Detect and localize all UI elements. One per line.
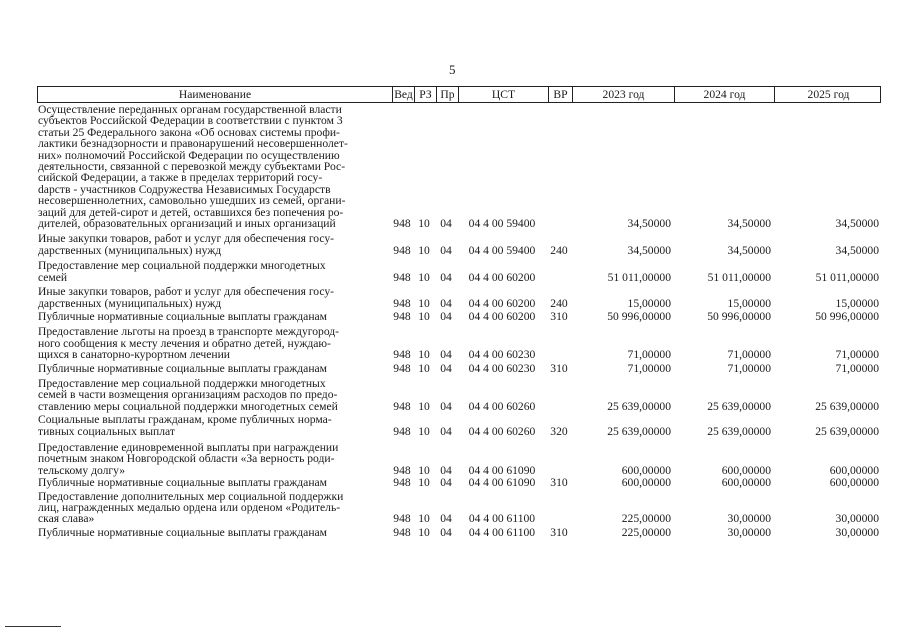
header-2024: 2024 год xyxy=(674,87,774,102)
row-2023: 51 011,00000 xyxy=(607,270,671,284)
row-2024: 71,00000 xyxy=(727,361,771,375)
row-2024: 600,00000 xyxy=(721,463,771,477)
row-2024: 50 996,00000 xyxy=(707,309,771,323)
row-rz: 10 xyxy=(418,512,430,526)
table-row xyxy=(37,286,881,309)
row-rz: 10 xyxy=(418,399,430,413)
row-ved: 948 xyxy=(393,309,411,323)
row-2025: 71,00000 xyxy=(835,348,879,362)
row-ved: 948 xyxy=(393,217,411,231)
row-cst: 04 4 00 61100 xyxy=(468,512,536,526)
table-row xyxy=(37,233,881,256)
row-name: Предоставление единовременной выплаты при награждении почетным знаком Новгородской области «За верность роди- тельскому долгу» xyxy=(38,440,339,477)
row-vr: 310 xyxy=(550,525,568,539)
row-pr: 04 xyxy=(440,243,452,257)
row-2023: 50 996,00000 xyxy=(607,309,671,323)
row-2025: 34,50000 xyxy=(835,243,879,257)
row-pr: 04 xyxy=(440,270,452,284)
footer-divider xyxy=(5,626,61,627)
row-pr: 04 xyxy=(440,512,452,526)
row-rz: 10 xyxy=(418,424,430,438)
row-ved: 948 xyxy=(393,476,411,490)
row-2023: 225,00000 xyxy=(621,525,671,539)
header-2023: 2023 год xyxy=(572,87,674,102)
row-2024: 25 639,00000 xyxy=(707,424,771,438)
row-2023: 15,00000 xyxy=(627,296,671,310)
row-2023: 71,00000 xyxy=(627,348,671,362)
table-row xyxy=(37,491,881,525)
table-body xyxy=(37,104,881,538)
row-2023: 34,50000 xyxy=(627,217,671,231)
row-2023: 225,00000 xyxy=(621,512,671,526)
row-2023: 25 639,00000 xyxy=(607,399,671,413)
row-rz: 10 xyxy=(418,476,430,490)
row-name: Публичные нормативные социальные выплаты гражданам xyxy=(38,476,327,490)
row-vr: 310 xyxy=(550,476,568,490)
row-cst: 04 4 00 60200 xyxy=(468,309,536,323)
table-row xyxy=(37,326,881,360)
row-name: Социальные выплаты гражданам, кроме публичных норма- тивных социальных выплат xyxy=(38,413,332,438)
table-row xyxy=(37,311,881,322)
row-rz: 10 xyxy=(418,217,430,231)
row-ved: 948 xyxy=(393,399,411,413)
row-pr: 04 xyxy=(440,476,452,490)
row-rz: 10 xyxy=(418,348,430,362)
row-cst: 04 4 00 60200 xyxy=(468,270,536,284)
row-name: Публичные нормативные социальные выплаты гражданам xyxy=(38,361,327,375)
row-2024: 71,00000 xyxy=(727,348,771,362)
row-pr: 04 xyxy=(440,399,452,413)
row-ved: 948 xyxy=(393,512,411,526)
row-2025: 51 011,00000 xyxy=(815,270,879,284)
row-name: Предоставление мер социальной поддержки многодетных семей xyxy=(38,259,326,284)
row-cst: 04 4 00 60230 xyxy=(468,361,536,375)
row-2024: 34,50000 xyxy=(727,217,771,231)
row-name: Предоставление дополнительных мер социальной поддержки лиц, награжденных медалью ордена или орденом «Родитель- ская слава» xyxy=(38,489,344,526)
table-row xyxy=(37,104,881,229)
row-pr: 04 xyxy=(440,424,452,438)
row-cst: 04 4 00 60230 xyxy=(468,348,536,362)
row-2024: 30,00000 xyxy=(727,512,771,526)
header-2025: 2025 год xyxy=(774,87,882,102)
row-2023: 71,00000 xyxy=(627,361,671,375)
header-rz: РЗ xyxy=(414,87,436,102)
row-2025: 71,00000 xyxy=(835,361,879,375)
row-cst: 04 4 00 61100 xyxy=(468,525,536,539)
table-row xyxy=(37,260,881,283)
row-name: Предоставление льготы на проезд в транспорте междугород- ного сообщения к месту лечения и обратно детей, нуждаю- щихся в санаторно-курортном лечении xyxy=(38,325,340,362)
row-2023: 600,00000 xyxy=(621,463,671,477)
row-2025: 25 639,00000 xyxy=(815,424,879,438)
row-ved: 948 xyxy=(393,296,411,310)
row-2023: 34,50000 xyxy=(627,243,671,257)
row-rz: 10 xyxy=(418,296,430,310)
row-2025: 600,00000 xyxy=(829,463,879,477)
row-ved: 948 xyxy=(393,243,411,257)
row-2024: 51 011,00000 xyxy=(707,270,771,284)
row-2024: 15,00000 xyxy=(727,296,771,310)
row-rz: 10 xyxy=(418,361,430,375)
row-2024: 25 639,00000 xyxy=(707,399,771,413)
row-pr: 04 xyxy=(440,361,452,375)
row-vr: 240 xyxy=(550,296,568,310)
row-2025: 34,50000 xyxy=(835,217,879,231)
row-name: Иные закупки товаров, работ и услуг для обеспечения госу- дарственных (муниципальных) нужд xyxy=(38,232,335,257)
row-rz: 10 xyxy=(418,270,430,284)
budget-table xyxy=(37,86,881,538)
row-rz: 10 xyxy=(418,309,430,323)
row-pr: 04 xyxy=(440,463,452,477)
row-cst: 04 4 00 59400 xyxy=(468,243,536,257)
header-pr: Пр xyxy=(436,87,458,102)
header-vr: ВР xyxy=(548,87,572,102)
row-2024: 30,00000 xyxy=(727,525,771,539)
page-number: 5 xyxy=(449,62,456,77)
row-name: Иные закупки товаров, работ и услуг для обеспечения госу- дарственных (муниципальных) нужд xyxy=(38,285,335,310)
row-cst: 04 4 00 60260 xyxy=(468,424,536,438)
row-2024: 34,50000 xyxy=(727,243,771,257)
row-name: Предоставление мер социальной поддержки многодетных семей в части возмещения организациям расходов по предо- ставлению меры социальной поддержки многодетных семей xyxy=(38,376,338,413)
row-2024: 600,00000 xyxy=(721,476,771,490)
row-pr: 04 xyxy=(440,525,452,539)
row-ved: 948 xyxy=(393,270,411,284)
row-name: Осуществление переданных органам государственной власти субъектов Российской Федерации в соответствии с пунктом 3 статьи 25 Федерального закона «Об основах системы профи- лактики безнадзорности и правонарушений несовершеннолет- них» полномочий Российской Федерации по осуществлению деятельности, связанной с перевозкой между субъектами Рос- сийской Федерации, а также в пределах территорий госу- dарств - участников Содружества Независимых Государств несовершеннолетних, самовольно ушедших из семей, органи- заций для детей-сирот и детей, оставшихся без попечения ро- дителей, образовательных организаций и иных организаций xyxy=(38,103,348,231)
row-2025: 30,00000 xyxy=(835,525,879,539)
row-2025: 30,00000 xyxy=(835,512,879,526)
row-2023: 600,00000 xyxy=(621,476,671,490)
row-2023: 25 639,00000 xyxy=(607,424,671,438)
row-rz: 10 xyxy=(418,243,430,257)
row-pr: 04 xyxy=(440,348,452,362)
row-ved: 948 xyxy=(393,348,411,362)
table-row xyxy=(37,442,881,476)
row-ved: 948 xyxy=(393,361,411,375)
table-row xyxy=(37,414,881,437)
row-pr: 04 xyxy=(440,217,452,231)
row-vr: 240 xyxy=(550,243,568,257)
row-name: Публичные нормативные социальные выплаты гражданам xyxy=(38,309,327,323)
table-row xyxy=(37,477,881,488)
header-cst: ЦСТ xyxy=(458,87,548,102)
row-pr: 04 xyxy=(440,309,452,323)
header-ved: Вед xyxy=(392,87,414,102)
table-row xyxy=(37,527,881,538)
row-2025: 600,00000 xyxy=(829,476,879,490)
row-cst: 04 4 00 59400 xyxy=(468,217,536,231)
row-vr: 320 xyxy=(550,424,568,438)
table-row xyxy=(37,378,881,412)
row-vr: 310 xyxy=(550,361,568,375)
row-cst: 04 4 00 61090 xyxy=(468,463,536,477)
table-header xyxy=(37,86,881,103)
row-vr: 310 xyxy=(550,309,568,323)
row-2025: 25 639,00000 xyxy=(815,399,879,413)
row-ved: 948 xyxy=(393,463,411,477)
row-cst: 04 4 00 60200 xyxy=(468,296,536,310)
header-name: Наименование xyxy=(178,88,252,101)
row-pr: 04 xyxy=(440,296,452,310)
row-2025: 15,00000 xyxy=(835,296,879,310)
row-ved: 948 xyxy=(393,525,411,539)
row-cst: 04 4 00 61090 xyxy=(468,476,536,490)
table-row xyxy=(37,363,881,374)
row-cst: 04 4 00 60260 xyxy=(468,399,536,413)
row-2025: 50 996,00000 xyxy=(815,309,879,323)
row-name: Публичные нормативные социальные выплаты гражданам xyxy=(38,525,327,539)
row-rz: 10 xyxy=(418,463,430,477)
row-rz: 10 xyxy=(418,525,430,539)
row-ved: 948 xyxy=(393,424,411,438)
